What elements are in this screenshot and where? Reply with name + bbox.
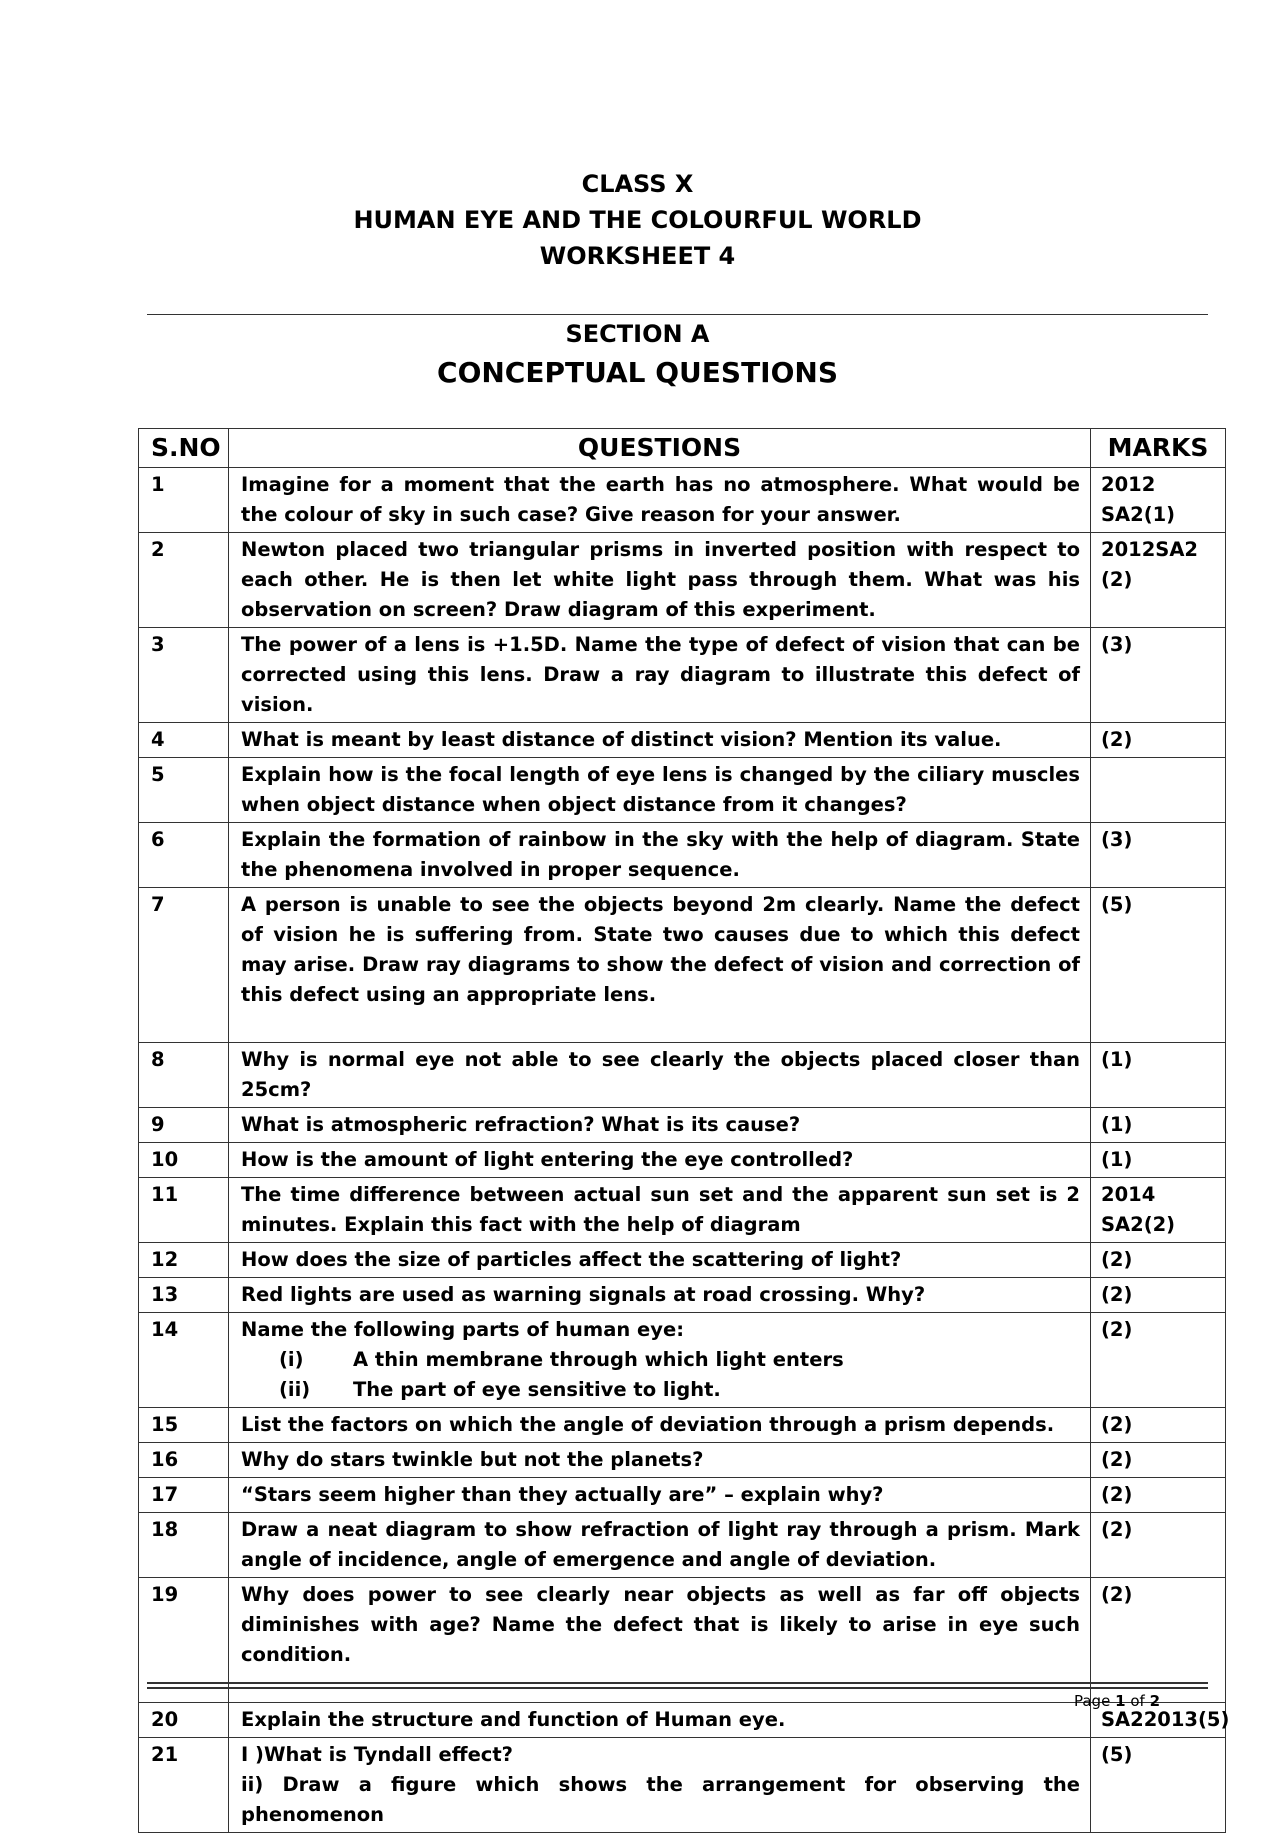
question-text: What is atmospheric refraction? What is its cause? [229,1108,1091,1143]
row-number: 20 [139,1703,229,1738]
row-number: 2 [139,533,229,628]
sub-item-number: (ii) [279,1378,311,1401]
table-row [139,1738,1226,1833]
row-number: 19 [139,1578,229,1703]
table-row [139,1478,1226,1513]
table-row [139,1443,1226,1478]
table-row [139,533,1226,628]
table-row [139,1043,1226,1108]
table-row [139,723,1226,758]
question-text: List the factors on which the angle of deviation through a prism depends. [229,1408,1091,1443]
table-row [139,1513,1226,1578]
row-number: 15 [139,1408,229,1443]
footer-divider [147,1682,1208,1689]
question-text: A person is unable to see the objects beyond 2m clearly. Name the defect of vision he is suffering from. State two causes due to which this defect may arise. Draw ray diagrams to show the defect of vision and correction of this defect using an appropriate lens. [229,888,1091,1043]
table-row [139,628,1226,723]
table-row [139,1143,1226,1178]
row-number: 14 [139,1313,229,1408]
marks-value: (3) [1091,823,1226,888]
question-cell [229,1738,1091,1833]
marks-value: (5) [1091,1738,1226,1833]
worksheet-title: WORKSHEET 4 [539,242,736,270]
marks-value: (2) [1091,1243,1226,1278]
question-text: How does the size of particles affect the scattering of light? [229,1243,1091,1278]
row-number: 9 [139,1108,229,1143]
section-heading: SECTION A [565,320,710,348]
header-questions: QUESTIONS [229,429,1091,468]
question-text: How is the amount of light entering the eye controlled? [229,1143,1091,1178]
sub-item-text: A thin membrane through which light enters [353,1348,844,1371]
marks-value: (2) [1091,723,1226,758]
marks-value: (5) [1091,888,1226,1043]
marks-value: (2) [1091,1408,1226,1443]
marks-value: 2014 [1101,1183,1156,1206]
question-text: Imagine for a moment that the earth has no atmosphere. What would be the colour of sky in such case? Give reason for your answer. [229,468,1091,533]
question-text: Why do stars twinkle but not the planets? [229,1443,1091,1478]
question-text: Newton placed two triangular prisms in inverted position with respect to each other. He is then let white light pass through them. What was his observation on screen? Draw diagram of this experiment. [229,533,1091,628]
marks-value: SA2(2) [1101,1213,1176,1236]
table-header-row [139,429,1226,468]
marks-cell [1091,1178,1226,1243]
table-row [139,1313,1226,1408]
section-subtitle: CONCEPTUAL QUESTIONS [437,356,838,389]
header-marks: MARKS [1091,429,1226,468]
marks-value: SA2(1) [1101,503,1176,526]
row-number: 1 [139,468,229,533]
row-number: 18 [139,1513,229,1578]
page-number [1000,1692,1160,1710]
question-text: Explain the formation of rainbow in the sky with the help of diagram. State the phenomena involved in proper sequence. [229,823,1091,888]
marks-value: (2) [1091,1313,1226,1408]
question-text: “Stars seem higher than they actually are” – explain why? [229,1478,1091,1513]
total-pages: 2 [1149,1692,1160,1710]
marks-value [1091,758,1226,823]
marks-cell [1091,468,1226,533]
question-text: Why does power to see clearly near objects as well as far off objects diminishes with age? Name the defect that is likely to arise in eye such condition. [229,1578,1091,1703]
marks-value: (2) [1101,568,1133,591]
marks-value: (3) [1091,628,1226,723]
sub-item-number: (i) [279,1348,304,1371]
marks-value: 2012 [1101,473,1156,496]
question-text: Draw a neat diagram to show refraction of light ray through a prism. Mark angle of incidence, angle of emergence and angle of deviation. [229,1513,1091,1578]
marks-value: (2) [1091,1443,1226,1478]
marks-value: (1) [1091,1108,1226,1143]
row-number: 21 [139,1738,229,1833]
row-number: 4 [139,723,229,758]
row-number: 3 [139,628,229,723]
question-text: What is meant by least distance of distinct vision? Mention its value. [229,723,1091,758]
marks-value: (1) [1091,1143,1226,1178]
table-row [139,1243,1226,1278]
marks-value: SA22013(5) [1091,1703,1226,1738]
sub-item-text: The part of eye sensitive to light. [353,1378,721,1401]
row-number: 8 [139,1043,229,1108]
table-row [139,1108,1226,1143]
question-text: Explain how is the focal length of eye lens is changed by the ciliary muscles when object distance when object distance from it changes? [229,758,1091,823]
sub-item [241,1375,1080,1405]
header-sno: S.NO [139,429,229,468]
marks-value: (2) [1091,1478,1226,1513]
question-text: The power of a lens is +1.5D. Name the type of defect of vision that can be corrected using this lens. Draw a ray diagram to illustrate this defect of vision. [229,628,1091,723]
question-text: Red lights are used as warning signals at road crossing. Why? [229,1278,1091,1313]
question-text: Name the following parts of human eye: [241,1318,684,1341]
table-row [139,888,1226,1043]
sub-item [241,1345,1080,1375]
marks-cell [1091,533,1226,628]
row-number: 5 [139,758,229,823]
question-text: The time difference between actual sun set and the apparent sun set is 2 minutes. Explain this fact with the help of diagram [229,1178,1091,1243]
table-row [139,468,1226,533]
marks-value: (1) [1091,1043,1226,1108]
row-number: 7 [139,888,229,1043]
row-number: 6 [139,823,229,888]
chapter-title: HUMAN EYE AND THE COLOURFUL WORLD [353,206,922,234]
marks-value: (2) [1091,1513,1226,1578]
question-text: I )What is Tyndall effect? [241,1743,513,1766]
row-number: 11 [139,1178,229,1243]
marks-value: (2) [1091,1278,1226,1313]
questions-table [138,428,1230,1833]
table-row [139,1278,1226,1313]
row-number: 17 [139,1478,229,1513]
page-label: Page [1073,1692,1111,1710]
row-number: 16 [139,1443,229,1478]
marks-value: (2) [1091,1578,1226,1703]
row-number: 13 [139,1278,229,1313]
table-row [139,823,1226,888]
current-page: 1 [1115,1692,1126,1710]
table-row [139,1178,1226,1243]
table-row [139,1408,1226,1443]
top-divider [147,314,1208,315]
class-heading: CLASS X [581,170,694,198]
table-row [139,758,1226,823]
row-number: 12 [139,1243,229,1278]
question-text: Why is normal eye not able to see clearly the objects placed closer than 25cm? [229,1043,1091,1108]
of-label: of [1130,1692,1145,1710]
question-text: Explain the structure and function of Human eye. [229,1703,1091,1738]
marks-value: 2012SA2 [1101,538,1198,561]
question-text: ii) Draw a figure which shows the arrangement for observing the phenomenon [241,1773,1080,1826]
row-number: 10 [139,1143,229,1178]
question-cell [229,1313,1091,1408]
